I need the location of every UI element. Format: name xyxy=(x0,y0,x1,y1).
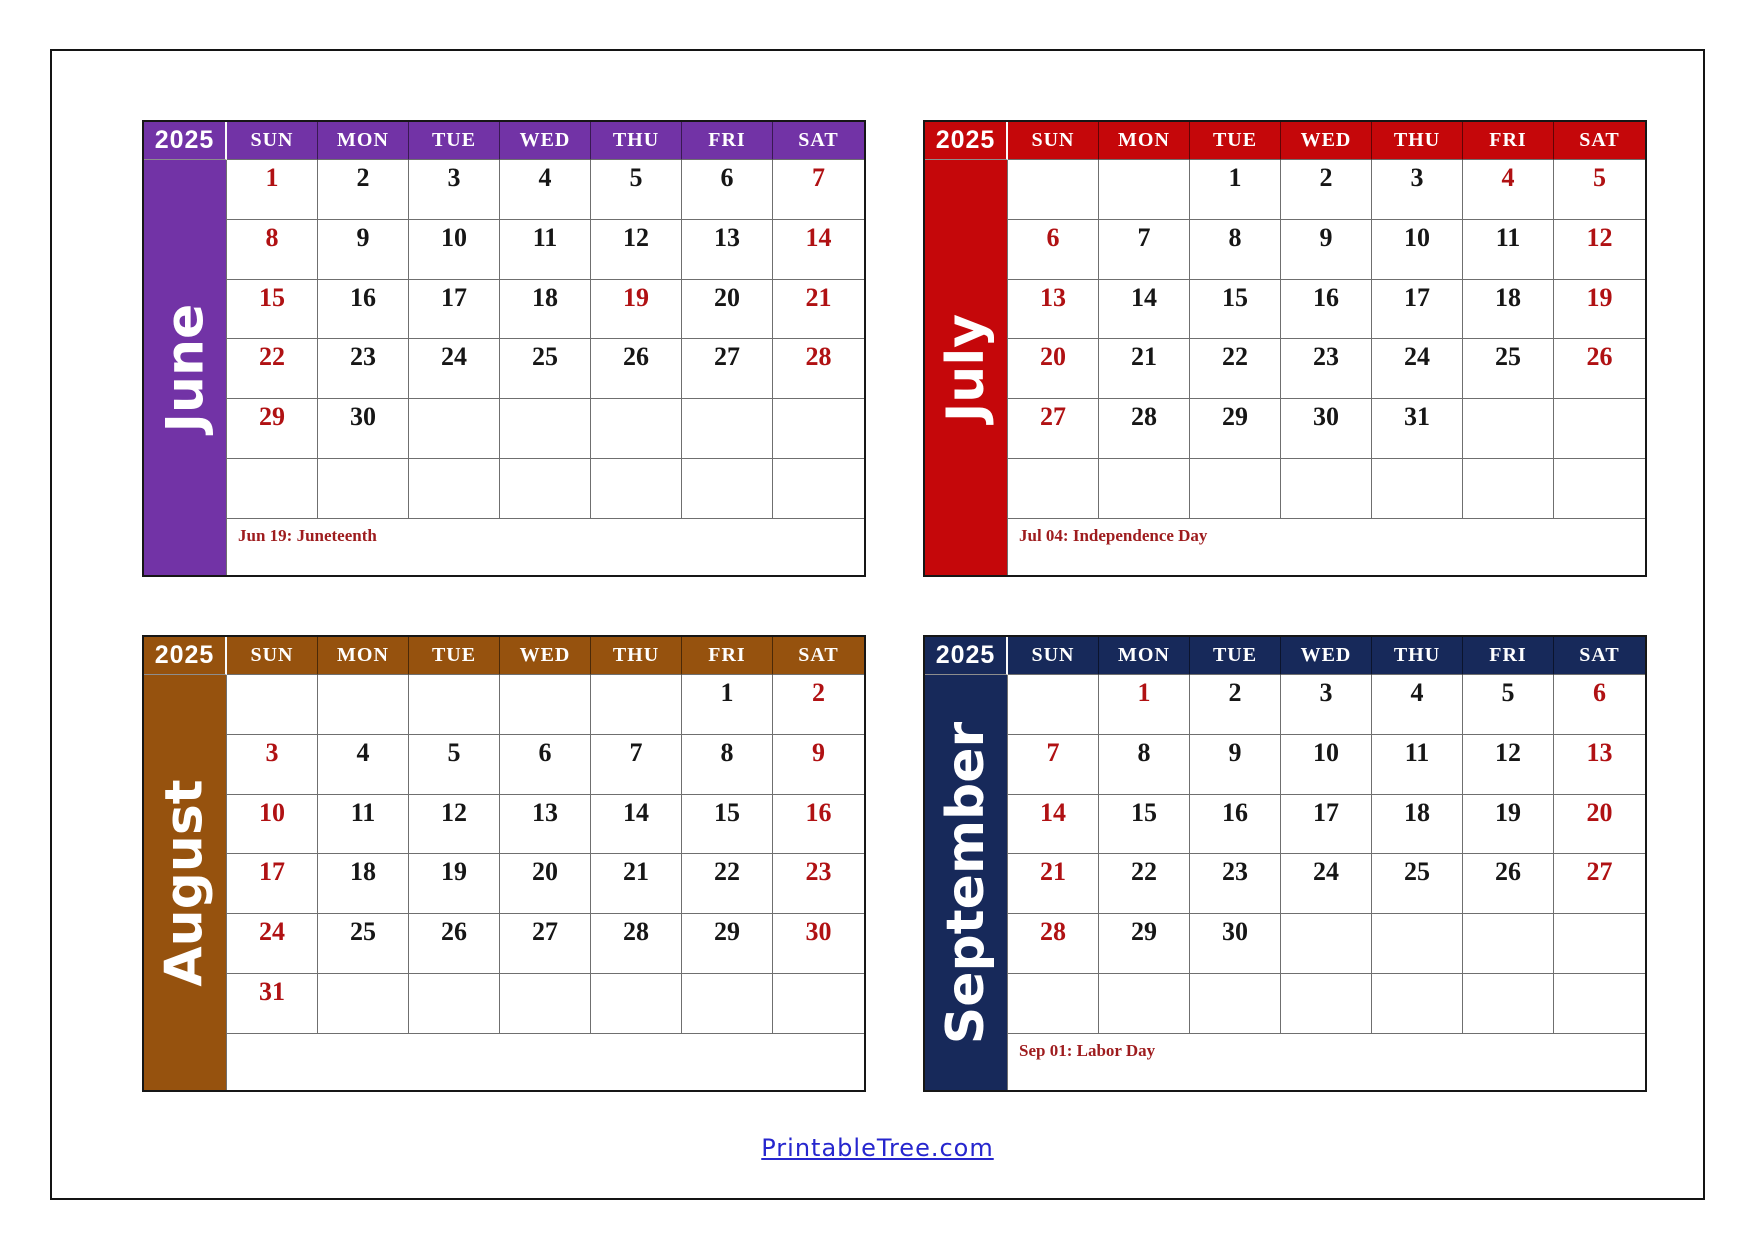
date-cell-empty xyxy=(409,675,500,735)
date-cell: 23 xyxy=(1281,339,1372,399)
date-cell-empty xyxy=(773,399,864,459)
date-cell-empty xyxy=(1099,459,1190,519)
date-cell: 3 xyxy=(1372,160,1463,220)
date-cell: 4 xyxy=(318,735,409,795)
date-cell-empty xyxy=(1372,459,1463,519)
year-label: 2025 xyxy=(144,637,227,675)
date-cell-empty xyxy=(409,974,500,1034)
date-cell: 22 xyxy=(682,854,773,914)
date-cell: 23 xyxy=(318,339,409,399)
day-header: MON xyxy=(318,122,409,160)
date-cell-empty xyxy=(1554,399,1645,459)
date-cell: 10 xyxy=(1281,735,1372,795)
date-cell-empty xyxy=(591,974,682,1034)
date-cell: 11 xyxy=(1372,735,1463,795)
date-cell: 9 xyxy=(1281,220,1372,280)
date-cell: 6 xyxy=(1554,675,1645,735)
date-cell: 30 xyxy=(1190,914,1281,974)
day-header: WED xyxy=(500,122,591,160)
date-cell: 14 xyxy=(773,220,864,280)
date-cell: 20 xyxy=(682,280,773,340)
date-cell-empty xyxy=(1554,974,1645,1034)
day-header: WED xyxy=(1281,637,1372,675)
month-sidebar xyxy=(144,675,227,1090)
day-header: THU xyxy=(1372,637,1463,675)
date-cell-empty xyxy=(591,399,682,459)
day-header: SAT xyxy=(1554,122,1645,160)
date-cell: 25 xyxy=(1463,339,1554,399)
date-cell: 15 xyxy=(227,280,318,340)
date-cell: 18 xyxy=(318,854,409,914)
date-cell: 25 xyxy=(500,339,591,399)
date-cell: 28 xyxy=(1008,914,1099,974)
day-header: TUE xyxy=(409,122,500,160)
date-cell: 29 xyxy=(1099,914,1190,974)
date-cell: 26 xyxy=(1554,339,1645,399)
date-cell: 30 xyxy=(318,399,409,459)
day-header: FRI xyxy=(682,637,773,675)
date-cell-empty xyxy=(318,675,409,735)
date-cell: 17 xyxy=(409,280,500,340)
date-cell: 1 xyxy=(1190,160,1281,220)
holiday-note xyxy=(227,1034,864,1090)
day-header: SAT xyxy=(773,122,864,160)
date-cell-empty xyxy=(318,459,409,519)
date-cell: 19 xyxy=(409,854,500,914)
date-cell: 22 xyxy=(1190,339,1281,399)
date-cell: 21 xyxy=(1008,854,1099,914)
date-cell: 12 xyxy=(409,795,500,855)
date-cell-empty xyxy=(227,675,318,735)
date-cell: 15 xyxy=(1099,795,1190,855)
date-cell: 31 xyxy=(227,974,318,1034)
day-header: MON xyxy=(1099,122,1190,160)
date-cell: 21 xyxy=(591,854,682,914)
date-cell-empty xyxy=(1554,459,1645,519)
date-cell: 16 xyxy=(1190,795,1281,855)
date-cell: 16 xyxy=(773,795,864,855)
date-cell: 25 xyxy=(318,914,409,974)
date-cell: 4 xyxy=(500,160,591,220)
date-cell-empty xyxy=(1008,974,1099,1034)
date-cell: 13 xyxy=(682,220,773,280)
date-cell-empty xyxy=(1099,974,1190,1034)
date-cell-empty xyxy=(409,399,500,459)
month-name: July xyxy=(936,313,996,422)
date-cell-empty xyxy=(500,675,591,735)
date-cell: 14 xyxy=(1008,795,1099,855)
footer xyxy=(0,1134,1755,1162)
date-cell-empty xyxy=(773,974,864,1034)
date-cell: 11 xyxy=(500,220,591,280)
date-cell-empty xyxy=(1190,459,1281,519)
day-header: SUN xyxy=(1008,637,1099,675)
holiday-note: Jul 04: Independence Day xyxy=(1008,519,1645,575)
calendar-august xyxy=(142,635,866,1092)
date-cell: 12 xyxy=(591,220,682,280)
date-cell-empty xyxy=(1281,974,1372,1034)
date-cell: 19 xyxy=(591,280,682,340)
day-header: MON xyxy=(318,637,409,675)
date-cell: 18 xyxy=(1463,280,1554,340)
date-cell: 27 xyxy=(1554,854,1645,914)
date-cell-empty xyxy=(227,459,318,519)
date-cell: 27 xyxy=(682,339,773,399)
date-cell: 26 xyxy=(409,914,500,974)
day-header: THU xyxy=(591,637,682,675)
calendar-july xyxy=(923,120,1647,577)
date-cell: 3 xyxy=(1281,675,1372,735)
date-cell: 9 xyxy=(773,735,864,795)
day-header: WED xyxy=(500,637,591,675)
date-cell: 19 xyxy=(1554,280,1645,340)
date-cell: 13 xyxy=(1554,735,1645,795)
date-cell: 15 xyxy=(1190,280,1281,340)
date-cell: 25 xyxy=(1372,854,1463,914)
day-header: SUN xyxy=(227,637,318,675)
date-cell-empty xyxy=(682,399,773,459)
date-cell: 2 xyxy=(1190,675,1281,735)
day-header: SAT xyxy=(1554,637,1645,675)
date-cell: 23 xyxy=(1190,854,1281,914)
month-name: June xyxy=(155,303,215,432)
date-cell: 26 xyxy=(1463,854,1554,914)
date-cell: 12 xyxy=(1554,220,1645,280)
day-header: FRI xyxy=(682,122,773,160)
date-cell: 24 xyxy=(1281,854,1372,914)
date-cell-empty xyxy=(1281,459,1372,519)
date-cell: 5 xyxy=(591,160,682,220)
year-label: 2025 xyxy=(925,122,1008,160)
date-cell: 10 xyxy=(227,795,318,855)
date-cell: 29 xyxy=(227,399,318,459)
date-cell-empty xyxy=(1554,914,1645,974)
date-cell: 7 xyxy=(591,735,682,795)
date-cell: 27 xyxy=(500,914,591,974)
day-header: THU xyxy=(591,122,682,160)
day-header: FRI xyxy=(1463,122,1554,160)
date-cell: 30 xyxy=(773,914,864,974)
date-cell: 12 xyxy=(1463,735,1554,795)
date-cell: 8 xyxy=(682,735,773,795)
day-header: TUE xyxy=(1190,122,1281,160)
month-sidebar xyxy=(144,160,227,575)
month-name: August xyxy=(155,778,216,987)
date-cell: 29 xyxy=(1190,399,1281,459)
day-header: SUN xyxy=(227,122,318,160)
date-cell: 15 xyxy=(682,795,773,855)
date-cell: 14 xyxy=(1099,280,1190,340)
date-cell: 18 xyxy=(500,280,591,340)
day-header: THU xyxy=(1372,122,1463,160)
month-sidebar xyxy=(925,160,1008,575)
date-cell-empty xyxy=(1008,675,1099,735)
date-cell: 17 xyxy=(1281,795,1372,855)
day-header: TUE xyxy=(1190,637,1281,675)
date-cell: 8 xyxy=(1190,220,1281,280)
date-cell: 18 xyxy=(1372,795,1463,855)
month-name: September xyxy=(936,721,997,1044)
date-cell: 13 xyxy=(500,795,591,855)
date-cell: 24 xyxy=(227,914,318,974)
date-cell: 1 xyxy=(1099,675,1190,735)
date-cell-empty xyxy=(500,459,591,519)
date-cell: 5 xyxy=(409,735,500,795)
date-cell: 3 xyxy=(227,735,318,795)
date-cell-empty xyxy=(500,974,591,1034)
holiday-note: Jun 19: Juneteenth xyxy=(227,519,864,575)
date-cell: 11 xyxy=(1463,220,1554,280)
date-cell: 19 xyxy=(1463,795,1554,855)
date-cell: 6 xyxy=(682,160,773,220)
day-header: TUE xyxy=(409,637,500,675)
date-cell: 10 xyxy=(1372,220,1463,280)
date-cell: 1 xyxy=(227,160,318,220)
date-cell: 23 xyxy=(773,854,864,914)
date-cell-empty xyxy=(682,974,773,1034)
date-cell-empty xyxy=(1008,160,1099,220)
date-cell: 28 xyxy=(773,339,864,399)
date-cell: 24 xyxy=(1372,339,1463,399)
date-cell: 8 xyxy=(1099,735,1190,795)
footer-link[interactable]: PrintableTree.com xyxy=(761,1134,994,1162)
date-cell: 22 xyxy=(227,339,318,399)
date-cell: 7 xyxy=(1008,735,1099,795)
date-cell-empty xyxy=(409,459,500,519)
date-cell: 21 xyxy=(1099,339,1190,399)
date-cell-empty xyxy=(318,974,409,1034)
date-cell-empty xyxy=(1099,160,1190,220)
date-cell: 6 xyxy=(1008,220,1099,280)
date-cell-empty xyxy=(1190,974,1281,1034)
date-cell: 30 xyxy=(1281,399,1372,459)
date-cell: 2 xyxy=(773,675,864,735)
date-cell: 9 xyxy=(318,220,409,280)
date-cell: 27 xyxy=(1008,399,1099,459)
calendar-september xyxy=(923,635,1647,1092)
date-cell: 17 xyxy=(1372,280,1463,340)
date-cell-empty xyxy=(1008,459,1099,519)
month-sidebar xyxy=(925,675,1008,1090)
date-cell: 7 xyxy=(773,160,864,220)
date-cell: 6 xyxy=(500,735,591,795)
date-cell: 3 xyxy=(409,160,500,220)
date-cell-empty xyxy=(773,459,864,519)
date-cell: 1 xyxy=(682,675,773,735)
day-header: FRI xyxy=(1463,637,1554,675)
date-cell: 2 xyxy=(318,160,409,220)
date-cell: 7 xyxy=(1099,220,1190,280)
date-cell: 16 xyxy=(318,280,409,340)
date-cell: 21 xyxy=(773,280,864,340)
date-cell: 20 xyxy=(500,854,591,914)
date-cell: 10 xyxy=(409,220,500,280)
date-cell: 5 xyxy=(1554,160,1645,220)
date-cell-empty xyxy=(591,675,682,735)
day-header: SAT xyxy=(773,637,864,675)
date-cell-empty xyxy=(1463,914,1554,974)
date-cell-empty xyxy=(1372,914,1463,974)
date-cell: 11 xyxy=(318,795,409,855)
date-cell: 16 xyxy=(1281,280,1372,340)
date-cell-empty xyxy=(500,399,591,459)
date-cell: 20 xyxy=(1008,339,1099,399)
date-cell: 22 xyxy=(1099,854,1190,914)
date-cell: 5 xyxy=(1463,675,1554,735)
date-cell: 20 xyxy=(1554,795,1645,855)
date-cell: 29 xyxy=(682,914,773,974)
date-cell-empty xyxy=(1463,459,1554,519)
date-cell-empty xyxy=(1281,914,1372,974)
day-header: WED xyxy=(1281,122,1372,160)
date-cell-empty xyxy=(1463,974,1554,1034)
date-cell: 24 xyxy=(409,339,500,399)
date-cell: 4 xyxy=(1372,675,1463,735)
date-cell: 31 xyxy=(1372,399,1463,459)
holiday-note: Sep 01: Labor Day xyxy=(1008,1034,1645,1090)
date-cell-empty xyxy=(591,459,682,519)
date-cell: 17 xyxy=(227,854,318,914)
date-cell: 13 xyxy=(1008,280,1099,340)
date-cell-empty xyxy=(682,459,773,519)
day-header: SUN xyxy=(1008,122,1099,160)
date-cell: 2 xyxy=(1281,160,1372,220)
date-cell: 4 xyxy=(1463,160,1554,220)
date-cell-empty xyxy=(1463,399,1554,459)
date-cell-empty xyxy=(1372,974,1463,1034)
date-cell: 14 xyxy=(591,795,682,855)
date-cell: 28 xyxy=(1099,399,1190,459)
calendar-june xyxy=(142,120,866,577)
day-header: MON xyxy=(1099,637,1190,675)
year-label: 2025 xyxy=(925,637,1008,675)
date-cell: 8 xyxy=(227,220,318,280)
date-cell: 26 xyxy=(591,339,682,399)
year-label: 2025 xyxy=(144,122,227,160)
date-cell: 9 xyxy=(1190,735,1281,795)
date-cell: 28 xyxy=(591,914,682,974)
